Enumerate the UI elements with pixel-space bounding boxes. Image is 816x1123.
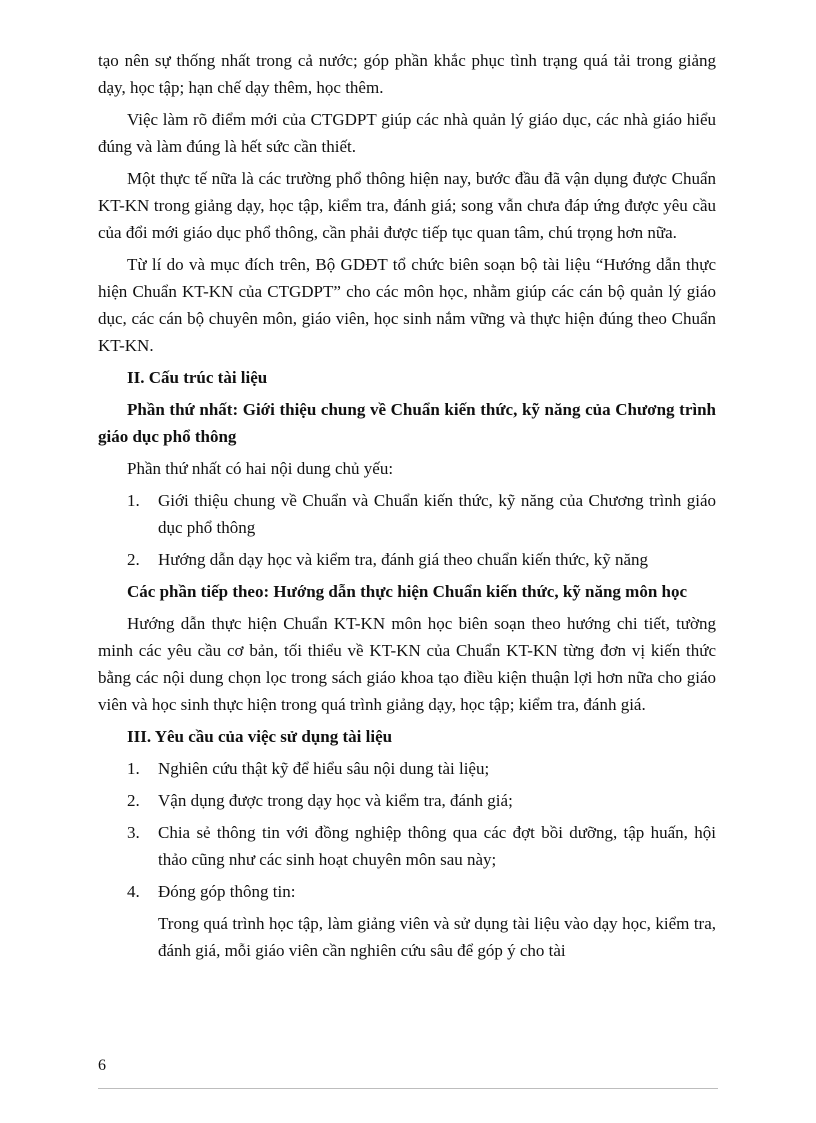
- list-number: 2.: [127, 550, 140, 569]
- requirements-list: [98, 755, 716, 905]
- page-number: 6: [98, 1057, 106, 1074]
- list-text: Vận dụng được trong dạy học và kiểm tra, đánh giá;: [158, 791, 513, 810]
- list-item: [98, 546, 716, 573]
- part1-heading: Phần thứ nhất: Giới thiệu chung về Chuẩn kiến thức, kỹ năng của Chương trình giáo dục phổ thông: [98, 400, 716, 446]
- list-text: Giới thiệu chung về Chuẩn và Chuẩn kiến thức, kỹ năng của Chương trình giáo dục phổ thông: [158, 491, 716, 537]
- list-item: [98, 819, 716, 873]
- list-text: Nghiên cứu thật kỹ để hiểu sâu nội dung tài liệu;: [158, 759, 490, 778]
- paragraph-purpose: Từ lí do và mục đích trên, Bộ GDĐT tổ chức biên soạn bộ tài liệu “Hướng dẫn thực hiện Chuẩn KT-KN của CTGDPT” cho các môn học, nhằm giúp các cán bộ quản lý giáo dục, các cán bộ chuyên môn, giáo viên, học sinh nắm vững và thực hiện đúng theo Chuẩn KT-KN.: [98, 255, 716, 355]
- list-item: [98, 487, 716, 541]
- list-number: 1.: [127, 491, 140, 510]
- part2-heading: Các phần tiếp theo: Hướng dẫn thực hiện Chuẩn kiến thức, kỹ năng môn học: [127, 582, 688, 601]
- paragraph-reality: Một thực tế nữa là các trường phổ thông hiện nay, bước đầu đã vận dụng được Chuẩn KT-KN trong giảng dạy, học tập, kiểm tra, đánh giá; song vẫn chưa đáp ứng được yêu cầu của đổi mới giáo dục phổ thông, cần phải được tiếp tục quan tâm, chú trọng hơn nữa.: [98, 169, 716, 242]
- list-item: [98, 878, 716, 905]
- list-number: 3.: [127, 823, 140, 842]
- paragraph-continuation: tạo nên sự thống nhất trong cả nước; góp phần khắc phục tình trạng quá tải trong giảng dạy, học tập; hạn chế dạy thêm, học thêm.: [98, 51, 716, 97]
- part1-intro: Phần thứ nhất có hai nội dung chủ yếu:: [127, 459, 394, 478]
- list-item: [98, 787, 716, 814]
- list-number: 4.: [127, 882, 140, 901]
- page-body: [98, 47, 716, 964]
- list-number: 1.: [127, 759, 140, 778]
- closing-paragraph: Trong quá trình học tập, làm giảng viên và sử dụng tài liệu vào dạy học, kiểm tra, đánh giá, mỗi giáo viên cần nghiên cứu sâu để góp ý cho tài: [158, 914, 716, 960]
- section-heading-requirements: III. Yêu cầu của việc sử dụng tài liệu: [127, 727, 393, 746]
- list-item: [98, 755, 716, 782]
- section-heading-structure: II. Cấu trúc tài liệu: [127, 368, 268, 387]
- part2-text: Hướng dẫn thực hiện Chuẩn KT-KN môn học biên soạn theo hướng chi tiết, tường minh các yêu cầu cơ bản, tối thiểu về KT-KN của Chuẩn KT-KN từng đơn vị kiến thức bằng các nội dung chọn lọc trong sách giáo khoa tạo điều kiện thuận lợi hơn nữa cho giáo viên và học sinh thực hiện trong quá trình giảng dạy, học tập; kiểm tra, đánh giá.: [98, 614, 716, 714]
- part1-list: [98, 487, 716, 573]
- list-text: Đóng góp thông tin:: [158, 882, 296, 901]
- list-number: 2.: [127, 791, 140, 810]
- footer-divider: [98, 1088, 718, 1089]
- list-text: Chia sẻ thông tin với đồng nghiệp thông qua các đợt bồi dưỡng, tập huấn, hội thảo cũng như các sinh hoạt chuyên môn sau này;: [158, 823, 716, 869]
- paragraph-new-points: Việc làm rõ điểm mới của CTGDPT giúp các nhà quản lý giáo dục, các nhà giáo hiểu đúng và làm đúng là hết sức cần thiết.: [98, 110, 716, 156]
- list-text: Hướng dẫn dạy học và kiểm tra, đánh giá theo chuẩn kiến thức, kỹ năng: [158, 550, 649, 569]
